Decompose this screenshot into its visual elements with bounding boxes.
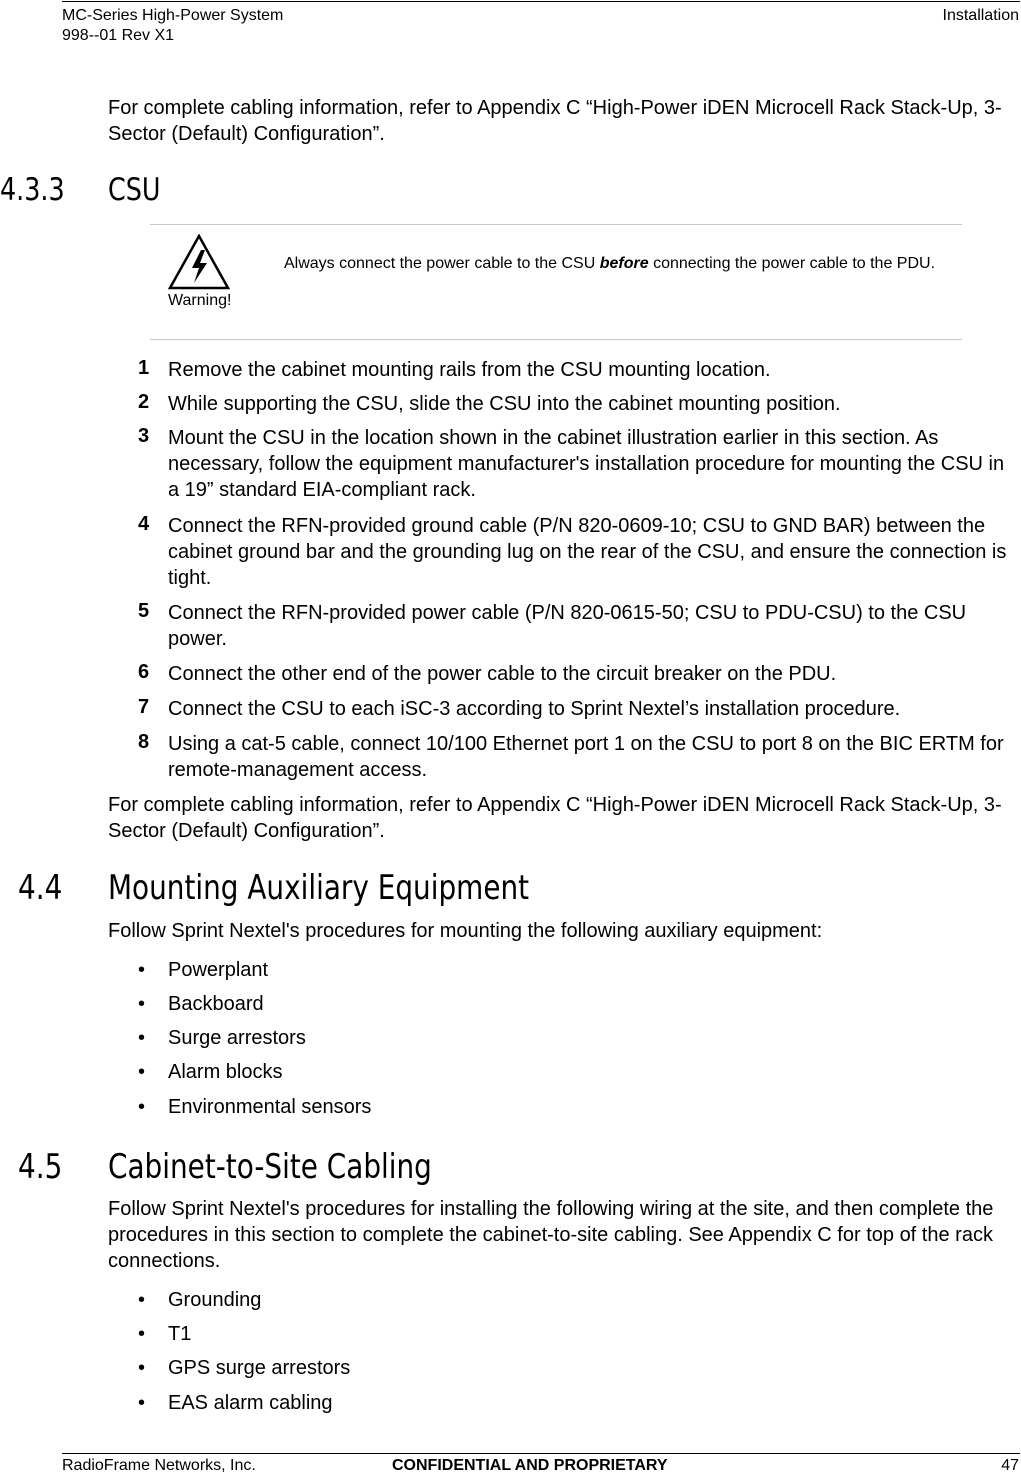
section-4-5-number: 4.5	[18, 1147, 63, 1187]
footer-company: RadioFrame Networks, Inc.	[62, 1457, 256, 1474]
bullet-glyph: •	[138, 1096, 146, 1118]
intro-paragraph: For complete cabling information, refer to Appendix C “High-Power iDEN Microcell Rack Stack-Up, 3-Sector (Default) Configuration”.	[108, 97, 1002, 145]
step-text: Connect the CSU to each iSC-3 according to Sprint Nextel’s installation procedure.	[168, 698, 901, 720]
list-item: Powerplant	[168, 959, 269, 981]
bullet-glyph: •	[138, 1323, 146, 1345]
bullet-glyph: •	[138, 1392, 146, 1414]
section-4-5-title: Cabinet-to-Site Cabling	[108, 1147, 432, 1187]
list-item: GPS surge arrestors	[168, 1357, 351, 1379]
step-text: Mount the CSU in the location shown in the cabinet illustration earlier in this section. As necessary, follow the equipment manufacturer's installation procedure for mounting the CSU in a 19” standard EIA-compliant rack.	[168, 427, 1005, 501]
section-4-3-3-number: 4.3.3	[0, 172, 65, 208]
section-4-3-3-title: CSU	[108, 172, 161, 208]
step-number: 7	[138, 696, 150, 718]
header-top-rule	[62, 1, 1020, 2]
footer-rule	[62, 1453, 1020, 1454]
step-text: While supporting the CSU, slide the CSU into the cabinet mounting position.	[168, 393, 841, 415]
list-item: T1	[168, 1323, 192, 1345]
bullet-glyph: •	[138, 1027, 146, 1049]
warning-icon	[168, 234, 230, 290]
step-text: Using a cat-5 cable, connect 10/100 Ethernet port 1 on the CSU to port 8 on the BIC ERTM for remote-management access.	[168, 733, 1004, 781]
bullet-glyph: •	[138, 1289, 146, 1311]
bullet-glyph: •	[138, 1061, 146, 1083]
step-number: 5	[138, 600, 150, 622]
list-item: Surge arrestors	[168, 1027, 306, 1049]
warning-emphasis: before	[599, 255, 649, 272]
step-text: Remove the cabinet mounting rails from the CSU mounting location.	[168, 359, 771, 381]
list-item: Backboard	[168, 993, 264, 1015]
section-4-4-number: 4.4	[18, 868, 63, 908]
bullet-glyph: •	[138, 1357, 146, 1379]
list-item: Grounding	[168, 1289, 262, 1311]
step-number: 1	[138, 357, 150, 379]
header-product: MC-Series High-Power System	[62, 7, 284, 24]
step-number: 8	[138, 731, 150, 753]
step-number: 4	[138, 513, 150, 535]
step-text: Connect the RFN-provided ground cable (P/N 820-0609-10; CSU to GND BAR) between the cabinet ground bar and the grounding lug on the rear of the CSU, and ensure the connection is tight.	[168, 515, 1007, 589]
step-text: Connect the RFN-provided power cable (P/N 820-0615-50; CSU to PDU-CSU) to the CSU power.	[168, 602, 967, 650]
warning-message: Always connect the power cable to the CSU before connecting the power cable to the PDU.	[284, 255, 936, 272]
section-4-4-intro: Follow Sprint Nextel's procedures for mounting the following auxiliary equipment:	[108, 920, 823, 942]
step-text: Connect the other end of the power cable to the circuit breaker on the PDU.	[168, 663, 837, 685]
list-item: EAS alarm cabling	[168, 1392, 333, 1414]
csu-closing-paragraph: For complete cabling information, refer to Appendix C “High-Power iDEN Microcell Rack Stack-Up, 3-Sector (Default) Configuration”.	[108, 794, 1002, 842]
warning-label: Warning!	[168, 292, 232, 309]
footer-confidential: CONFIDENTIAL AND PROPRIETARY	[392, 1457, 668, 1474]
header-chapter: Installation	[942, 7, 1019, 24]
bullet-glyph: •	[138, 993, 146, 1015]
list-item: Alarm blocks	[168, 1061, 283, 1083]
section-4-5-intro: Follow Sprint Nextel's procedures for installing the following wiring at the site, and then complete the procedures in this section to complete the cabinet-to-site cabling. See Appendix C for top of the rack connections.	[108, 1198, 994, 1272]
step-number: 3	[138, 425, 150, 447]
step-number: 6	[138, 661, 150, 683]
step-number: 2	[138, 391, 150, 413]
list-item: Environmental sensors	[168, 1096, 372, 1118]
bullet-glyph: •	[138, 959, 146, 981]
warning-bottom-divider	[150, 339, 962, 340]
page-number: 47	[1001, 1457, 1019, 1474]
header-revision: 998--01 Rev X1	[62, 27, 175, 44]
warning-top-divider	[150, 224, 962, 225]
section-4-4-title: Mounting Auxiliary Equipment	[108, 868, 530, 908]
